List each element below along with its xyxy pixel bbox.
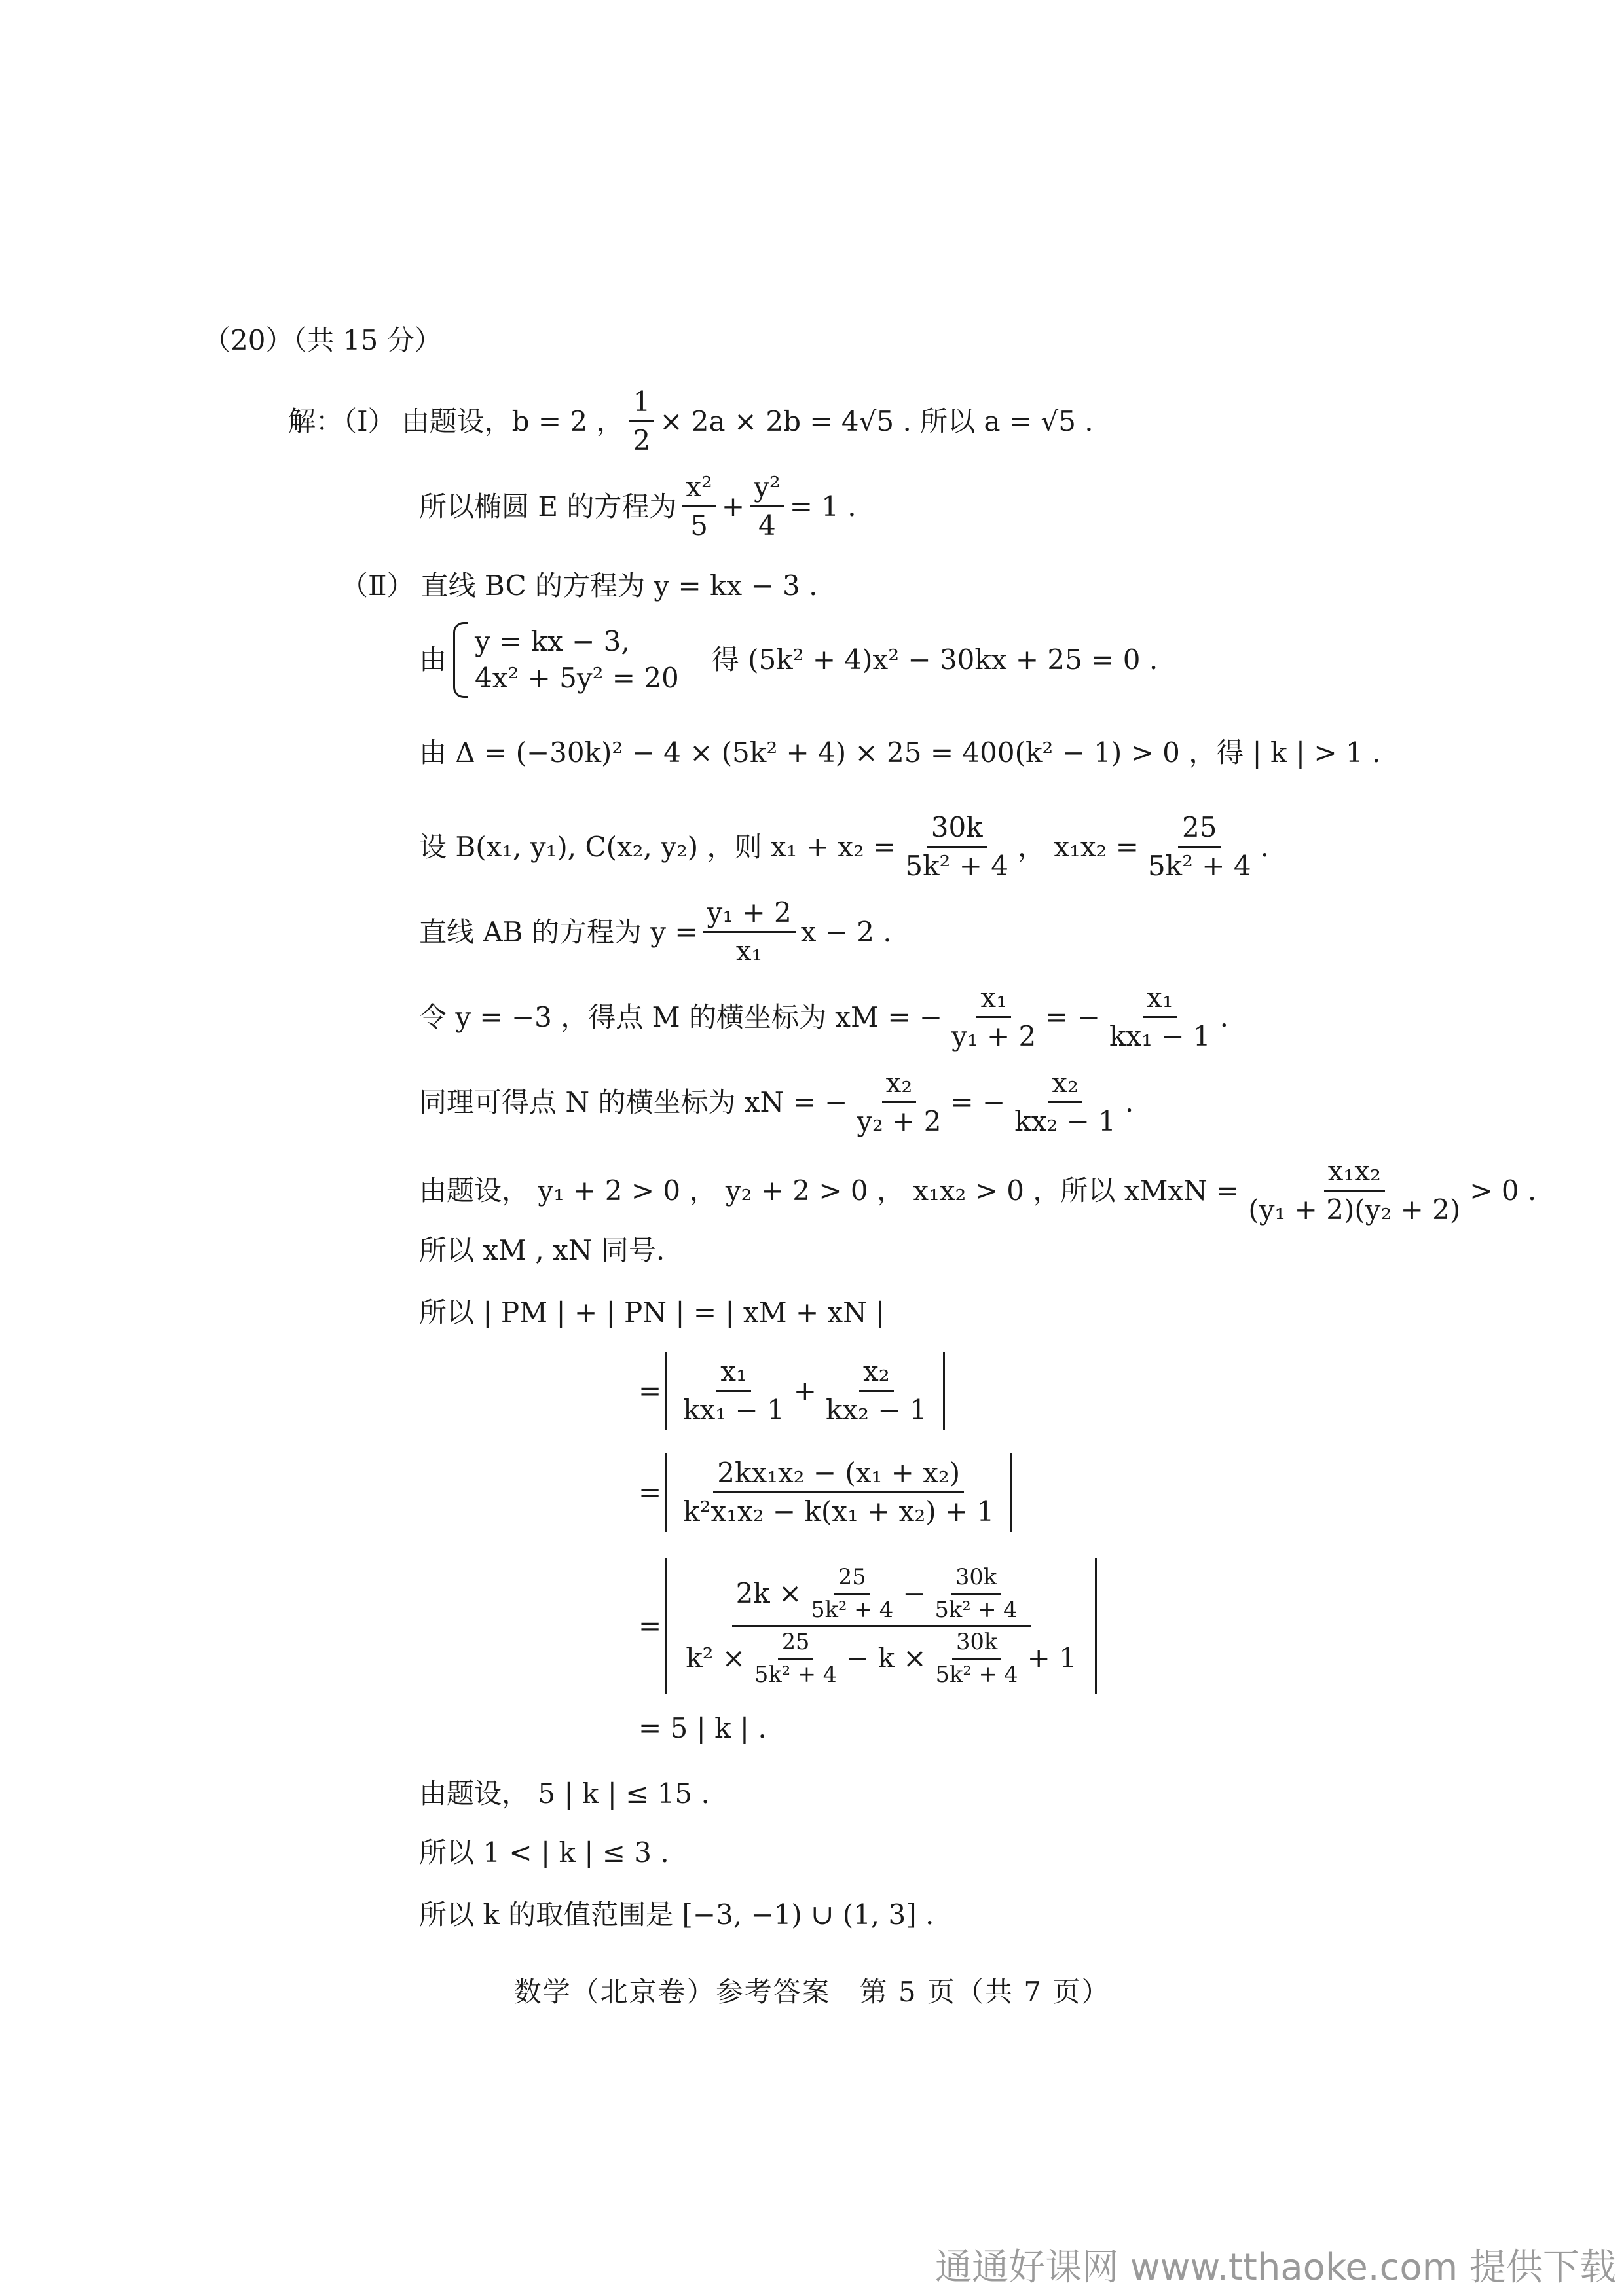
system-eq1: y = kx − 3, — [475, 625, 630, 657]
ab-line-prefix: 直线 AB 的方程为 y = — [419, 915, 698, 948]
fraction-xn2: $\frac{\text{x₂}}{\text{kx₂ − 1}}$ — [1014, 1066, 1116, 1138]
ellipse-eq-text: 所以椭圆 E 的方程为 — [419, 490, 677, 522]
fraction-one-half: $\frac{1}{2}$ — [629, 386, 654, 457]
plus-sign: + — [721, 490, 745, 522]
fraction-step3: 2k × $\frac{25}{\text{5k² + 4}}$ − $\frac{30k}{\text{5k² + 4}}$ k² × $\frac{25}{\text{5k² + 4}}$ − k × $\frac{30k}{\text{5k² + 4}}$ + 1 — [686, 1564, 1077, 1687]
vieta-prefix: 设 B(x₁, y₁), C(x₂, y₂) ，则 x₁ + x₂ = — [419, 830, 896, 863]
step3-eq: = — [638, 1609, 662, 1642]
fraction-step1a: $\frac{\text{x₁}}{\text{kx₁ − 1}}$ — [683, 1355, 784, 1427]
fraction-x2-5: $\frac{\text{x²}}{5}$ — [682, 471, 716, 542]
system-result: 得 (5k² + 4)x² − 30kx + 25 = 0 . — [711, 644, 1158, 676]
fraction-product: $\frac{25}{\text{5k² + 4}}$ — [1147, 811, 1251, 883]
step1 — [638, 1352, 949, 1430]
part2-line13: 所以 k 的取值范围是 [−3, −1) ∪ (1, 3] . — [419, 1899, 934, 1931]
fraction-y2-4: $\frac{\text{y²}}{4}$ — [750, 471, 784, 542]
xm-prefix: 令 y = −3 ，得点 M 的横坐标为 xM = − — [419, 1000, 943, 1033]
part2-line4 — [419, 812, 1269, 883]
part1-line2 — [419, 471, 857, 542]
vieta-mid: ， x₁x₂ = — [1017, 830, 1139, 863]
part2-line7 — [419, 1067, 1134, 1138]
part2-label: （Ⅱ） — [341, 570, 415, 602]
xn-prefix: 同理可得点 N 的横坐标为 xN = − — [419, 1085, 848, 1118]
part2-line8 — [419, 1156, 1536, 1226]
xm-tail: . — [1219, 1000, 1228, 1033]
abs-bars — [665, 1558, 1097, 1694]
fraction-xm2: $\frac{\text{x₁}}{\text{kx₁ − 1}}$ — [1109, 981, 1211, 1053]
step2-eq: = — [638, 1476, 662, 1508]
part1-line1 — [288, 386, 1094, 457]
xn-tail: . — [1124, 1085, 1134, 1118]
part2-line2 — [419, 622, 1158, 698]
system-eq2: 4x² + 5y² = 20 — [475, 662, 679, 694]
part2-line11: 由题设， 5 | k | ≤ 15 . — [419, 1777, 710, 1810]
bc-line-eq: 直线 BC 的方程为 y = kx − 3 . — [420, 570, 818, 602]
sign-prefix: 由题设， y₁ + 2 > 0 ， y₂ + 2 > 0 ， x₁x₂ > 0 ，所以 xMxN = — [419, 1174, 1240, 1207]
vieta-tail: . — [1260, 830, 1269, 863]
part2-line10: 所以 | PM | + | PN | = | xM + xN | — [419, 1296, 885, 1328]
ab-line-tail: x − 2 . — [800, 915, 892, 948]
part2-line12: 所以 1 < | k | ≤ 3 . — [419, 1836, 669, 1868]
xn-mid: = − — [950, 1085, 1006, 1118]
equation-system — [453, 622, 679, 698]
fraction-step2: $\frac{\text{2kx₁x₂ − (x₁ + x₂)}}{\text{k²x₁x₂ − k(x₁ + x₂) + 1}}$ — [683, 1457, 995, 1528]
fraction-xn1: $\frac{\text{x₂}}{\text{y₂ + 2}}$ — [857, 1066, 942, 1138]
ellipse-eq-tail: = 1 . — [789, 490, 857, 522]
step2 — [638, 1453, 1016, 1532]
part1-l1-mid: × 2a × 2b = 4√5 . 所以 a = √5 . — [659, 405, 1094, 437]
fraction-xm1: $\frac{\text{x₁}}{\text{y₁ + 2}}$ — [951, 981, 1037, 1053]
step1-eq: = — [638, 1374, 662, 1407]
fraction-ab-slope: $\frac{\text{y₁ + 2}}{\text{x₁}}$ — [703, 897, 796, 968]
question-header: （20）（共 15 分） — [203, 324, 442, 356]
step1-plus: + — [793, 1374, 817, 1407]
left-brace-icon — [453, 622, 468, 698]
abs-bars — [665, 1352, 944, 1430]
system-prefix: 由 — [419, 644, 447, 676]
sign-tail: > 0 . — [1469, 1174, 1537, 1207]
fraction-sum: $\frac{30k}{\text{5k² + 4}}$ — [905, 811, 1008, 883]
fraction-step1b: $\frac{\text{x₂}}{\text{kx₂ − 1}}$ — [826, 1355, 927, 1427]
watermark: 通通好课网 www.tthaoke.com 提供下载 — [935, 2246, 1616, 2289]
page-footer: 数学（北京卷）参考答案 第 5 页（共 7 页） — [513, 1976, 1111, 2008]
abs-bars — [665, 1453, 1012, 1532]
part1-label: 解：（Ⅰ） — [288, 405, 396, 437]
part2-line6 — [419, 982, 1228, 1053]
xm-mid: = − — [1045, 1000, 1100, 1033]
part2-line3: 由 Δ = (−30k)² − 4 × (5k² + 4) × 25 = 400(k² − 1) > 0 ，得 | k | > 1 . — [419, 737, 1381, 769]
fraction-xmxn: $\frac{\text{x₁x₂}}{\text{(y₁ + 2)(y₂ + 2)}}$ — [1248, 1155, 1461, 1226]
step3 — [638, 1558, 1101, 1694]
part2-line5 — [419, 897, 892, 968]
part1-l1-text: 由题设，b = 2 ， — [401, 405, 624, 437]
part2-line1 — [341, 566, 817, 606]
part2-line9: 所以 xM , xN 同号. — [419, 1234, 665, 1266]
step4: = 5 | k | . — [638, 1712, 767, 1744]
